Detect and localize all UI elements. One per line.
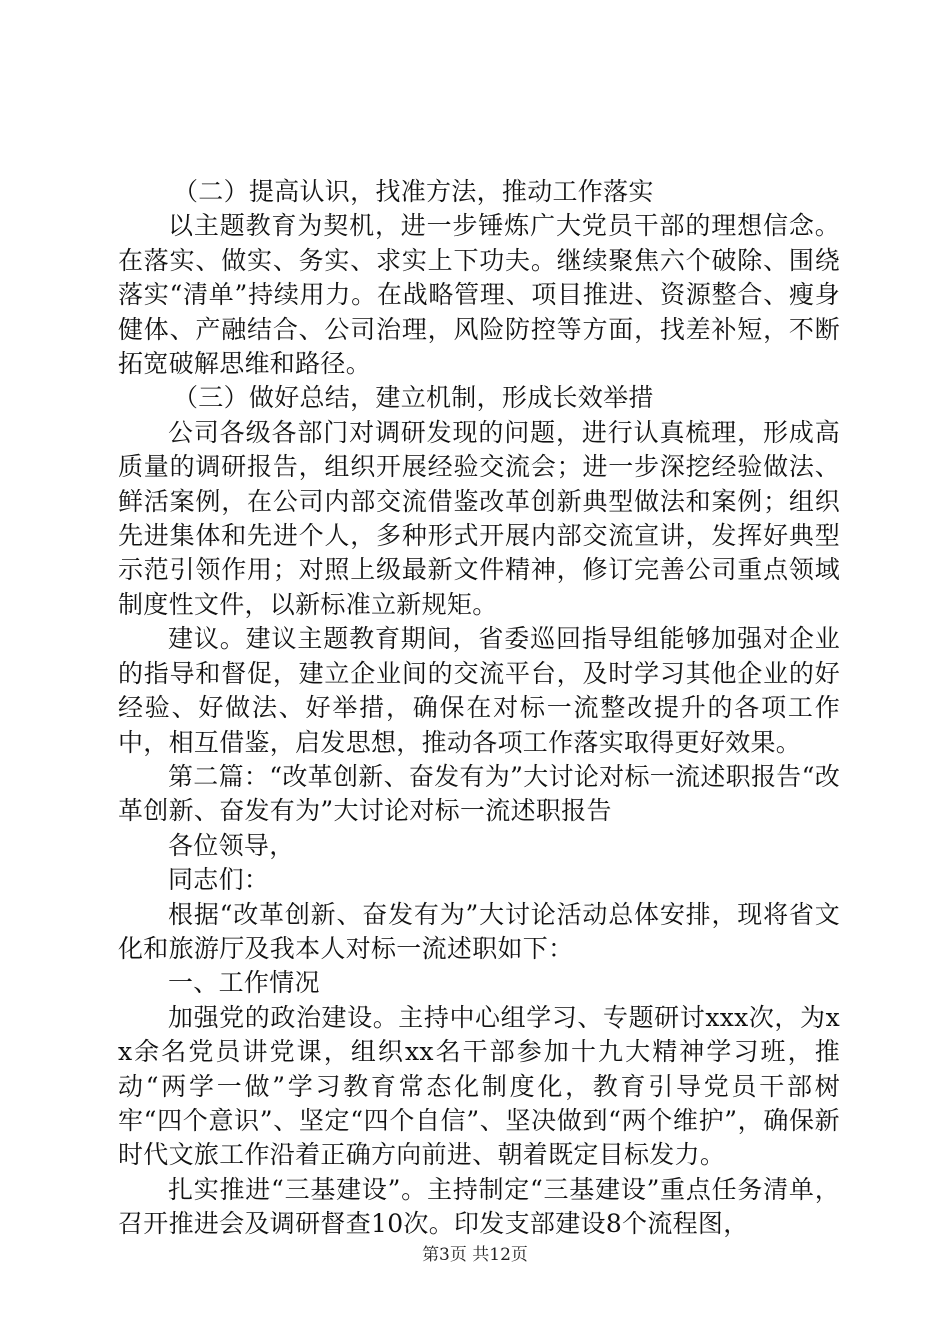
paragraph-research-summary: 公司各级各部门对调研发现的问题，进行认真梳理，形成高质量的调研报告，组织开展经验交流会；进一步深挖经验做法、鲜活案例，在公司内部交流借鉴改革创新典型做法和案例；组织先进集体和先进个人，多种形式开展内部交流宣讲，发挥好典型示范引领作用；对照上级最新文件精神，修订完善公司重点领域制度性文件，以新标准立新规矩。 <box>118 417 840 619</box>
section-heading-2: （二）提高认识，找准方法，推动工作落实 <box>173 177 654 206</box>
paragraph-theme-education: 以主题教育为契机，进一步锤炼广大党员干部的理想信念。在落实、做实、务实、求实上下功夫。继续聚焦六个破除、围绕落实“清单”持续用力。在战略管理、项目推进、资源整合、瘦身健体、产融结合、公司治理，风险防控等方面，找差补短，不断拓宽破解思维和路径。 <box>118 211 840 379</box>
paragraph-suggestion: 建议。建议主题教育期间，省委巡回指导组能够加强对企业的指导和督促，建立企业间的交流平台，及时学习其他企业的好经验、好做法、好举措，确保在对标一流整改提升的各项工作中，相互借鉴，启发思想，推动各项工作落实取得更好效果。 <box>118 624 840 757</box>
paragraph-three-basics: 扎实推进“三基建设”。主持制定“三基建设”重点任务清单，召开推进会及调研督查10次。印发支部建设8个流程图， <box>118 1174 840 1239</box>
document-body <box>118 175 840 1242</box>
part-two-title: 第二篇：“改革创新、奋发有为”大讨论对标一流述职报告“改革创新、奋发有为”大讨论对标一流述职报告 <box>118 761 840 826</box>
section-heading-work-status: 一、工作情况 <box>168 968 320 998</box>
paragraph-party-building: 加强党的政治建设。主持中心组学习、专题研讨xxx次，为xx余名党员讲党课，组织xx名干部参加十九大精神学习班，推动“两学一做”学习教育常态化制度化，教育引导党员干部树牢“四个意识”、坚定“四个自信”、坚决做到“两个维护”，确保新时代文旅工作沿着正确方向前进、朝着既定目标发力。 <box>118 1002 840 1170</box>
paragraph-introduction: 根据“改革创新、奋发有为”大讨论活动总体安排，现将省文化和旅游厅及我本人对标一流述职如下： <box>118 899 840 963</box>
salutation-leaders: 各位领导， <box>168 830 295 860</box>
page-number-footer: 第3页 共12页 <box>422 1245 528 1265</box>
salutation-comrades: 同志们： <box>168 865 270 895</box>
section-heading-3: （三）做好总结，建立机制，形成长效举措 <box>173 383 654 413</box>
